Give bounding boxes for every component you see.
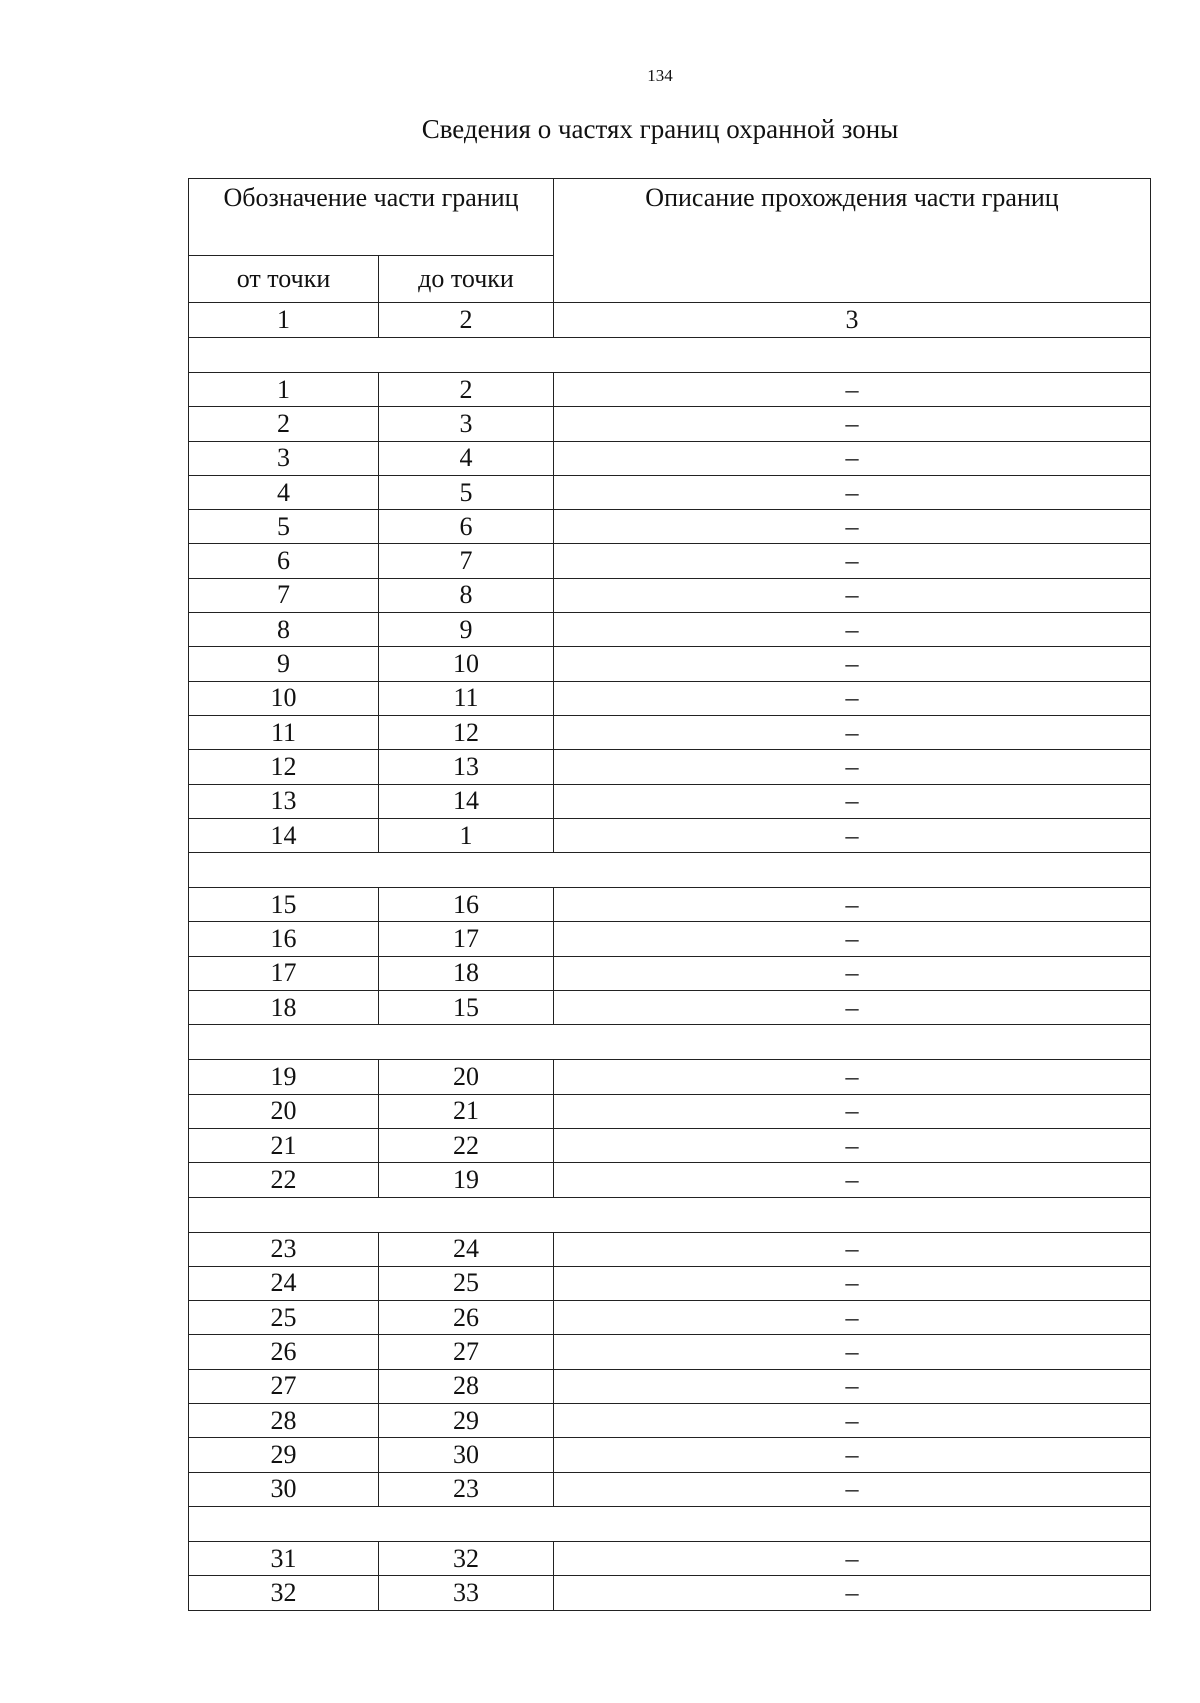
- group-separator-cell: [189, 1197, 1151, 1232]
- description-cell: –: [554, 1266, 1151, 1300]
- description-cell: –: [554, 407, 1151, 441]
- description-cell: –: [554, 1472, 1151, 1506]
- table-row: [189, 1094, 1151, 1128]
- table-row: [189, 1541, 1151, 1575]
- description-cell: –: [554, 613, 1151, 647]
- description-cell: –: [554, 1438, 1151, 1472]
- from-point-cell: 31: [189, 1541, 379, 1575]
- to-point-cell: 1: [379, 818, 554, 852]
- header-description: Описание прохождения части границ: [554, 179, 1151, 303]
- table-row: [189, 1369, 1151, 1403]
- from-point-cell: 2: [189, 407, 379, 441]
- description-cell: –: [554, 1232, 1151, 1266]
- table-row: [189, 1576, 1151, 1610]
- table-row: [189, 578, 1151, 612]
- header-from-point: от точки: [189, 256, 379, 303]
- description-cell: –: [554, 1576, 1151, 1610]
- description-cell: –: [554, 784, 1151, 818]
- to-point-cell: 3: [379, 407, 554, 441]
- description-cell: –: [554, 544, 1151, 578]
- description-cell: –: [554, 647, 1151, 681]
- from-point-cell: 10: [189, 681, 379, 715]
- from-point-cell: 30: [189, 1472, 379, 1506]
- table-row: [189, 475, 1151, 509]
- from-point-cell: 18: [189, 991, 379, 1025]
- to-point-cell: 16: [379, 888, 554, 922]
- description-cell: –: [554, 1301, 1151, 1335]
- description-cell: –: [554, 956, 1151, 990]
- to-point-cell: 14: [379, 784, 554, 818]
- to-point-cell: 13: [379, 750, 554, 784]
- to-point-cell: 25: [379, 1266, 554, 1300]
- to-point-cell: 24: [379, 1232, 554, 1266]
- group-separator-row: [189, 338, 1151, 373]
- to-point-cell: 18: [379, 956, 554, 990]
- column-number-row: [189, 303, 1151, 338]
- from-point-cell: 21: [189, 1128, 379, 1162]
- table-row: [189, 510, 1151, 544]
- table-row: [189, 1301, 1151, 1335]
- table-row: [189, 407, 1151, 441]
- table-row: [189, 784, 1151, 818]
- header-row: [189, 179, 1151, 256]
- group-separator-cell: [189, 853, 1151, 888]
- table-row: [189, 1438, 1151, 1472]
- from-point-cell: 20: [189, 1094, 379, 1128]
- table-row: [189, 750, 1151, 784]
- from-point-cell: 11: [189, 715, 379, 749]
- from-point-cell: 6: [189, 544, 379, 578]
- description-cell: –: [554, 1060, 1151, 1094]
- table-row: [189, 1163, 1151, 1197]
- group-separator-row: [189, 1506, 1151, 1541]
- description-cell: –: [554, 681, 1151, 715]
- to-point-cell: 4: [379, 441, 554, 475]
- group-separator-cell: [189, 1506, 1151, 1541]
- to-point-cell: 33: [379, 1576, 554, 1610]
- description-cell: –: [554, 1163, 1151, 1197]
- to-point-cell: 5: [379, 475, 554, 509]
- to-point-cell: 8: [379, 578, 554, 612]
- to-point-cell: 32: [379, 1541, 554, 1575]
- to-point-cell: 20: [379, 1060, 554, 1094]
- to-point-cell: 21: [379, 1094, 554, 1128]
- header-to-point: до точки: [379, 256, 554, 303]
- to-point-cell: 15: [379, 991, 554, 1025]
- from-point-cell: 3: [189, 441, 379, 475]
- table-row: [189, 1472, 1151, 1506]
- from-point-cell: 26: [189, 1335, 379, 1369]
- to-point-cell: 29: [379, 1404, 554, 1438]
- from-point-cell: 22: [189, 1163, 379, 1197]
- group-separator-row: [189, 1197, 1151, 1232]
- from-point-cell: 32: [189, 1576, 379, 1610]
- description-cell: –: [554, 373, 1151, 407]
- boundary-parts-table: [188, 178, 1151, 1611]
- table-row: [189, 1232, 1151, 1266]
- from-point-cell: 12: [189, 750, 379, 784]
- group-separator-cell: [189, 1025, 1151, 1060]
- group-separator-cell: [189, 338, 1151, 373]
- table-row: [189, 1335, 1151, 1369]
- table-row: [189, 373, 1151, 407]
- to-point-cell: 26: [379, 1301, 554, 1335]
- from-point-cell: 16: [189, 922, 379, 956]
- to-point-cell: 9: [379, 613, 554, 647]
- column-number: 1: [189, 303, 379, 338]
- from-point-cell: 1: [189, 373, 379, 407]
- description-cell: –: [554, 991, 1151, 1025]
- description-cell: –: [554, 1369, 1151, 1403]
- from-point-cell: 13: [189, 784, 379, 818]
- from-point-cell: 9: [189, 647, 379, 681]
- description-cell: –: [554, 922, 1151, 956]
- from-point-cell: 19: [189, 1060, 379, 1094]
- to-point-cell: 19: [379, 1163, 554, 1197]
- description-cell: –: [554, 750, 1151, 784]
- description-cell: –: [554, 818, 1151, 852]
- table-row: [189, 1404, 1151, 1438]
- description-cell: –: [554, 1404, 1151, 1438]
- document-title: Сведения о частях границ охранной зоны: [421, 114, 899, 144]
- column-number: 3: [554, 303, 1151, 338]
- description-cell: –: [554, 578, 1151, 612]
- table-row: [189, 888, 1151, 922]
- table-row: [189, 1128, 1151, 1162]
- table-row: [189, 1266, 1151, 1300]
- table-row: [189, 818, 1151, 852]
- from-point-cell: 7: [189, 578, 379, 612]
- description-cell: –: [554, 888, 1151, 922]
- to-point-cell: 28: [379, 1369, 554, 1403]
- column-number: 2: [379, 303, 554, 338]
- to-point-cell: 6: [379, 510, 554, 544]
- from-point-cell: 8: [189, 613, 379, 647]
- page-number: 134: [647, 66, 673, 85]
- from-point-cell: 28: [189, 1404, 379, 1438]
- group-separator-row: [189, 1025, 1151, 1060]
- to-point-cell: 17: [379, 922, 554, 956]
- header-designation: Обозначение части границ: [189, 179, 554, 256]
- to-point-cell: 7: [379, 544, 554, 578]
- table-body: [189, 179, 1151, 1611]
- table-row: [189, 441, 1151, 475]
- group-separator-row: [189, 853, 1151, 888]
- table-row: [189, 613, 1151, 647]
- description-cell: –: [554, 441, 1151, 475]
- from-point-cell: 4: [189, 475, 379, 509]
- table-row: [189, 1060, 1151, 1094]
- description-cell: –: [554, 1541, 1151, 1575]
- table-row: [189, 681, 1151, 715]
- description-cell: –: [554, 1128, 1151, 1162]
- description-cell: –: [554, 1094, 1151, 1128]
- from-point-cell: 17: [189, 956, 379, 990]
- table-row: [189, 922, 1151, 956]
- description-cell: –: [554, 1335, 1151, 1369]
- description-cell: –: [554, 475, 1151, 509]
- table-row: [189, 956, 1151, 990]
- table-row: [189, 991, 1151, 1025]
- to-point-cell: 27: [379, 1335, 554, 1369]
- table-row: [189, 715, 1151, 749]
- table-row: [189, 544, 1151, 578]
- from-point-cell: 24: [189, 1266, 379, 1300]
- from-point-cell: 27: [189, 1369, 379, 1403]
- to-point-cell: 11: [379, 681, 554, 715]
- from-point-cell: 23: [189, 1232, 379, 1266]
- to-point-cell: 12: [379, 715, 554, 749]
- to-point-cell: 2: [379, 373, 554, 407]
- to-point-cell: 10: [379, 647, 554, 681]
- from-point-cell: 29: [189, 1438, 379, 1472]
- from-point-cell: 25: [189, 1301, 379, 1335]
- from-point-cell: 15: [189, 888, 379, 922]
- from-point-cell: 14: [189, 818, 379, 852]
- description-cell: –: [554, 715, 1151, 749]
- description-cell: –: [554, 510, 1151, 544]
- to-point-cell: 22: [379, 1128, 554, 1162]
- to-point-cell: 23: [379, 1472, 554, 1506]
- from-point-cell: 5: [189, 510, 379, 544]
- to-point-cell: 30: [379, 1438, 554, 1472]
- table-row: [189, 647, 1151, 681]
